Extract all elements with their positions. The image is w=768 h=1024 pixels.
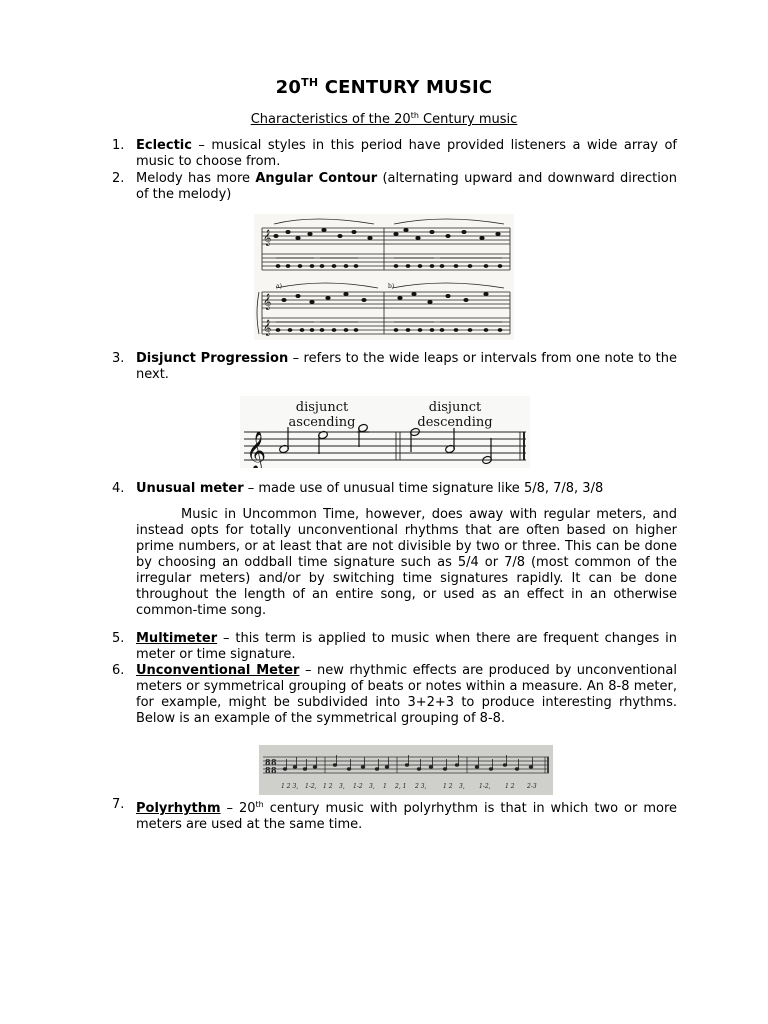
svg-text:𝄞: 𝄞 [246,431,267,468]
disjunct-label-1a: disjunct [295,400,349,415]
svg-text:2 3,: 2 3, [415,783,427,790]
melody-score-figure [254,214,514,340]
svg-text:1 2: 1 2 [443,783,453,790]
page-title: 20TH CENTURY MUSIC [275,76,493,98]
uncommon-time-paragraph: Music in Uncommon Time, however, does away with regular meters, and instead opts for totally unconventional rhythms that are often based on higher prime numbers, or at least that are not divisible by two or three. This can be done by choosing an oddball time signature such as 5/4 or 7/8 (most common of the irregular meters) and/or by switching time signatures rapidly. It can be done throughout the length of an entire song, or used as an effect in an otherwise common-time song. [136,507,677,618]
list-item-unusual-meter: 4. Unusual meter – made use of unusual time signature like 5/8, 7/8, 3/8 [112,481,604,496]
list-item-disjunct-progression: 3. Disjunct Progression – refers to the wide leaps or intervals from one note to the next. [112,351,678,382]
disjunct-label-1b: ascending [288,415,356,430]
svg-text:8: 8 [271,757,277,767]
svg-text:8: 8 [265,765,271,775]
list-item-unconventional-meter: 6. Unconventional Meter – new rhythmic effects are produced by unconventional meters or symmetrical grouping of beats or notes within a measure. An 8-8 meter, for example, might be subdivided into 3+2+3 to produce interesting rhythms. Below is an example of the symmetrical grouping of 8-8. [112,663,677,726]
list-item-eclectic: 1. Eclectic – musical styles in this period have provided listeners a wide array of music to choose from. [112,138,677,169]
disjunct-label-2b: descending [417,415,493,430]
svg-text:1-2: 1-2 [353,783,363,790]
svg-text:𝄞: 𝄞 [263,294,272,310]
list-item-angular-contour: 2. Melody has more Angular Contour (alternating upward and downward direction of the melody) [112,171,677,202]
svg-text:a): a) [276,283,282,290]
page-subtitle: Characteristics of the 20th Century music [250,111,518,127]
list-item-multimeter: 5. Multimeter – this term is applied to music when there are frequent changes in meter or time signature. [112,631,677,662]
disjunct-label-2a: disjunct [428,400,482,415]
svg-text:𝄞: 𝄞 [263,320,272,336]
svg-text:3,: 3, [369,783,375,790]
disjunct-figure [240,396,530,468]
svg-text:8: 8 [271,765,277,775]
list-item-polyrhythm: 7. Polyrhythm – 20th century music with polyrhythm is that in which two or more meters are used at the same time. [112,797,677,832]
svg-text:1 2: 1 2 [505,783,515,790]
svg-text:1-2,: 1-2, [305,783,317,790]
svg-text:2-3: 2-3 [527,783,537,790]
svg-text:1-2,: 1-2, [479,783,491,790]
svg-text:1 2: 1 2 [323,783,333,790]
svg-text:8: 8 [265,757,271,767]
svg-text:b): b) [388,283,395,290]
rhythm-grouping-figure [259,745,553,795]
svg-text:2, 1: 2, 1 [395,783,407,790]
svg-text:1 2 3,: 1 2 3, [281,783,299,790]
svg-text:𝄞: 𝄞 [263,230,272,246]
svg-text:1: 1 [383,783,387,790]
svg-text:3,: 3, [459,783,465,790]
svg-text:3,: 3, [339,783,345,790]
